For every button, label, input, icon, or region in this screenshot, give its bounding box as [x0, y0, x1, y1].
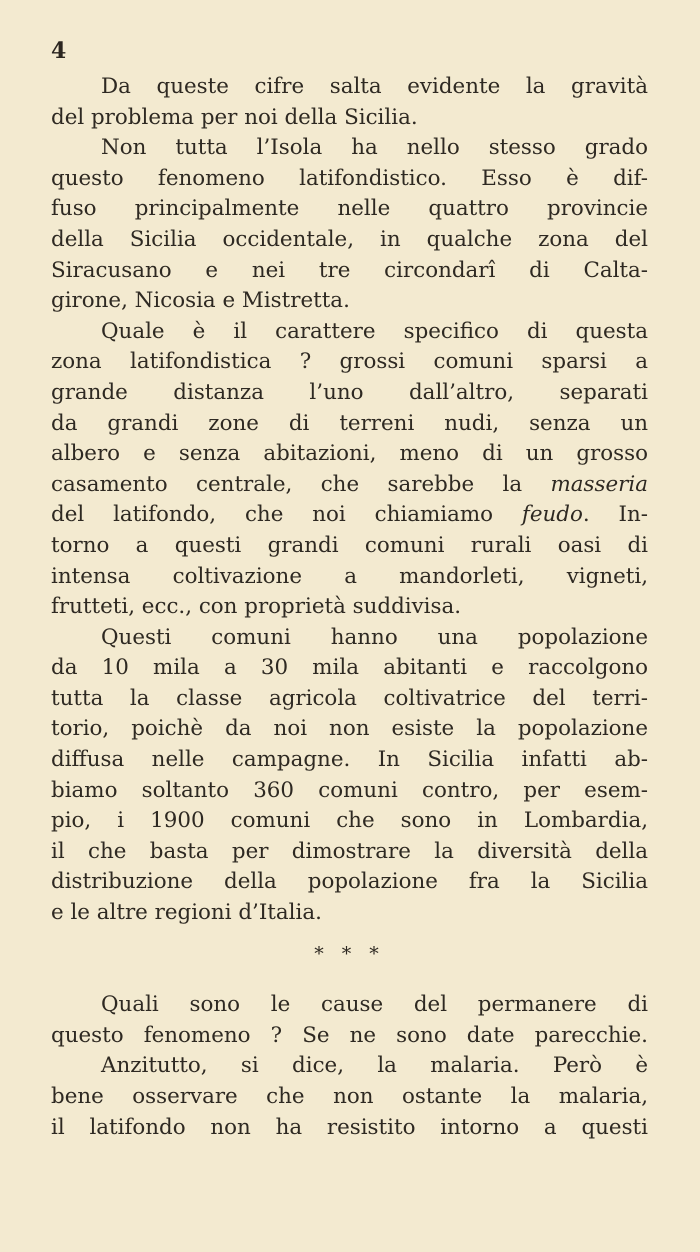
text-line: Questi comuni hanno una popolazione — [101, 624, 648, 650]
text-line: questo fenomeno ? Se ne sono date parecchie. — [51, 1022, 648, 1048]
text-segment: casamento centrale, che sarebbe la — [51, 471, 551, 497]
section-separator: * * * — [314, 942, 385, 965]
text-line: e le altre regioni d’Italia. — [51, 900, 322, 926]
page-body-text — [51, 72, 648, 1143]
text-line — [51, 470, 648, 501]
text-line: diffusa nelle campagne. In Sicilia infatti ab- — [51, 747, 648, 773]
text-line: questo fenomeno latifondistico. Esso è dif- — [51, 165, 648, 191]
text-line: da grandi zone di terreni nudi, senza un — [51, 410, 648, 436]
italic-term-masseria: masseria — [550, 471, 648, 497]
text-line: distribuzione della popolazione fra la Sicilia — [51, 869, 648, 895]
text-line: grande distanza l’uno dall’altro, separati — [51, 379, 648, 405]
text-line: Non tutta l’Isola ha nello stesso grado — [101, 135, 648, 161]
text-line: biamo soltanto 360 comuni contro, per esem- — [51, 777, 648, 803]
page-number: 4 — [51, 38, 67, 64]
text-line: il che basta per dimostrare la diversità della — [51, 838, 648, 864]
text-line: tutta la classe agricola coltivatrice del terri- — [51, 685, 648, 711]
text-line: bene osservare che non ostante la malaria, — [51, 1084, 648, 1109]
text-line: della Sicilia occidentale, in qualche zona del — [51, 226, 648, 252]
text-line: Anzitutto, si dice, la malaria. Però è — [101, 1053, 648, 1079]
text-line: Siracusano e nei tre circondarî di Calta- — [51, 257, 648, 283]
text-line: Quali sono le cause del permanere di — [101, 992, 648, 1018]
text-line: zona latifondistica ? grossi comuni sparsi a — [51, 349, 648, 375]
text-line: frutteti, ecc., con proprietà suddivisa. — [51, 594, 462, 620]
text-line — [51, 500, 648, 531]
text-line: del problema per noi della Sicilia. — [51, 104, 418, 130]
text-line: intensa coltivazione a mandorleti, vigneti, — [51, 563, 648, 589]
text-line: il latifondo non ha resistito intorno a questi — [51, 1114, 648, 1140]
italic-term-feudo: feudo — [521, 502, 583, 528]
text-line: albero e senza abitazioni, meno di un grosso — [51, 441, 648, 467]
text-line: da 10 mila a 30 mila abitanti e raccolgono — [51, 655, 648, 681]
text-line: pio, i 1900 comuni che sono in Lombardia, — [51, 808, 648, 834]
text-line: girone, Nicosia e Mistretta. — [51, 288, 350, 314]
text-line: Da queste cifre salta evidente la gravità — [101, 74, 648, 99]
text-line: fuso principalmente nelle quattro provincie — [51, 196, 648, 222]
text-line: torno a questi grandi comuni rurali oasi di — [51, 532, 648, 558]
text-line: torio, poichè da noi non esiste la popolazione — [51, 716, 648, 742]
text-segment: . In- — [582, 502, 649, 528]
text-line: Quale è il carattere specifico di questa — [101, 318, 648, 344]
text-segment: del latifondo, che noi chiamiamo — [51, 502, 522, 528]
